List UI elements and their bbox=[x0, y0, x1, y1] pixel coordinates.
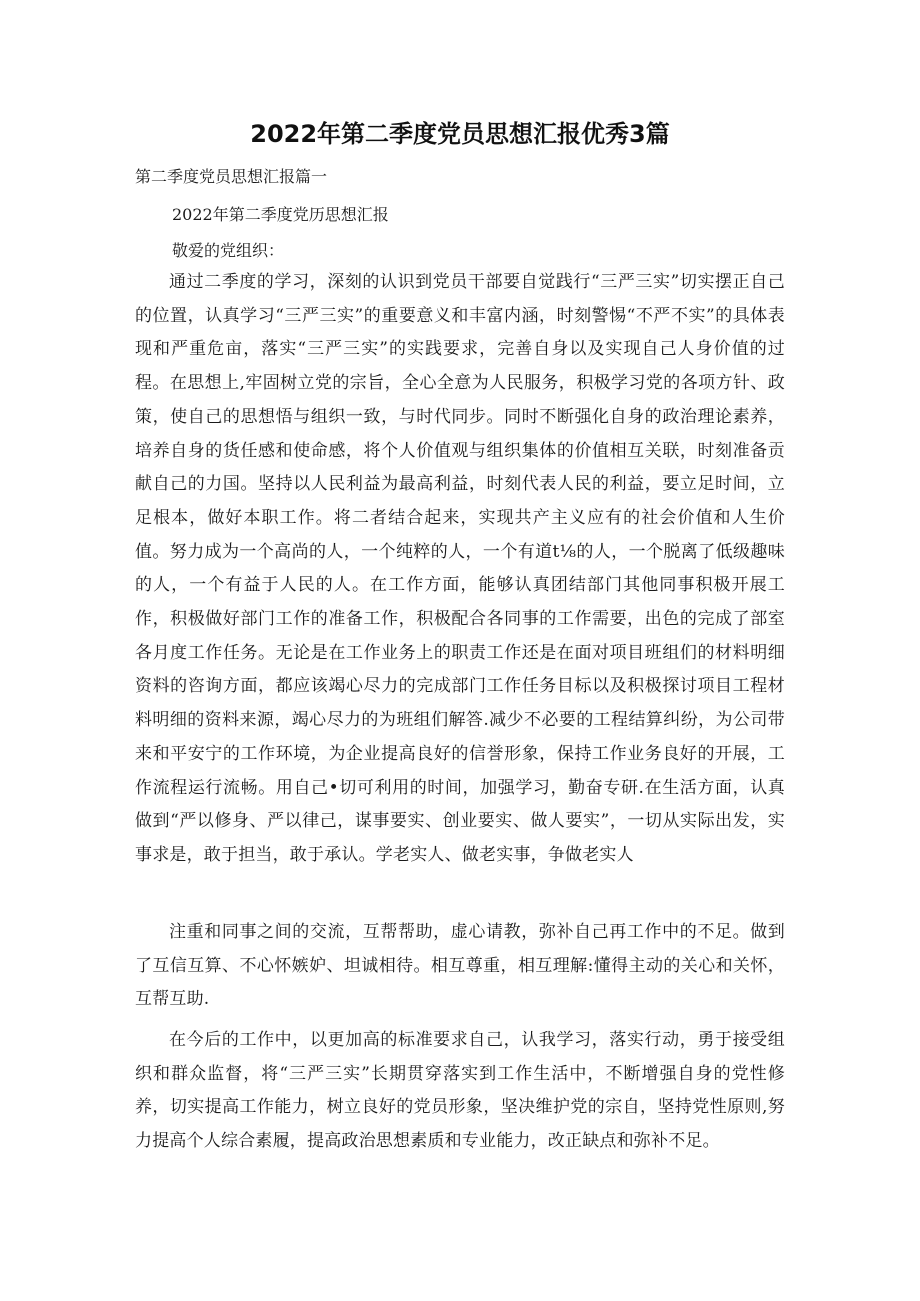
body-paragraph: 注重和同事之间的交流，互帮帮助，虚心请教，弥补自己再工作中的不足。做到了互信互算、不心怀嫉妒、坦诚相待。相互尊重，相互理解:懂得主动的关心和关怀，互帮互助. bbox=[135, 922, 785, 1010]
body-paragraph: 通过二季度的学习，深刻的认识到党员干部要自觉践行“三严三实”切实摆正自己的位置，认真学习“三严三实”的重要意义和丰富内涵，时刻警惕“不严不实”的具体表现和严重危亩，落实“三严三实”的实践要求，完善自身以及实现自己人身价值的过程。在思想上,牢固树立党的宗旨，全心全意为人民服务，积极学习党的各项方针、政策，使自己的思想悟与组织一致，与时代同步。同时不断强化自身的政治理论素养，培养自身的货任感和使命感，将个人价值观与组织集体的价值相互关联，时刻准备贡献自己的力国。坚持以人民利益为最高利益，时刻代表人民的利益，要立足时间，立足根本，做好本职工作。将二者结合起来，实现共产主义应有的社会价值和人生价值。努力成为一个高尚的人，一个纯粹的人，一个有道t⅛的人，一个脱离了低级趣味的人，一个有益于人民的人。在工作方面，能够认真团结部门其他同事积极开展工作，积极做好部门工作的准备工作，积极配合各同事的工作需要，出色的完成了部室各月度工作任务。无论是在工作业务上的职责工作还是在面对项目班组们的材料明细资料的咨询方面，都应该竭心尽力的完成部门工作任务目标以及积极探讨项目工程材料明细的资料来源，竭心尽力的为班组们解答.减少不必要的工程结算纠纷，为公司带来和平安宁的工作环境，为企业提高良好的信誉形象，保持工作业务良好的开展，工作流程运行流畅。用自己•切可利用的时间，加强学习，勤奋专研.在生活方面，认真做到“严以修身、严以律己，谋事要实、创业要实、做人要实”，一切从实际出发，实事求是，敢于担当，敢于承认。学老实人、做老实事，争做老实人 bbox=[135, 272, 785, 865]
document-title: 2022年第二季度党员思想汇报优秀3篇 bbox=[250, 120, 670, 148]
salutation: 敬爱的党组织： bbox=[172, 241, 285, 260]
sub-heading: 2022年第二季度党历思想汇报 bbox=[172, 205, 389, 224]
body-paragraph: 在今后的工作中，以更加高的标准要求自己，认我学习，落实行动，勇于接受组织和群众监督，将“三严三实”长期贯穿落实到工作生活中，不断增强自身的党性修养，切实提高工作能力，树立良好的党员形象，坚决维护党的宗自，坚持党性原则,努力提高个人综合素履，提高政治思想素质和专业能力，改正缺点和弥补不足。 bbox=[135, 1030, 785, 1152]
section-heading: 第二季度党员思想汇报篇一 bbox=[135, 167, 328, 186]
